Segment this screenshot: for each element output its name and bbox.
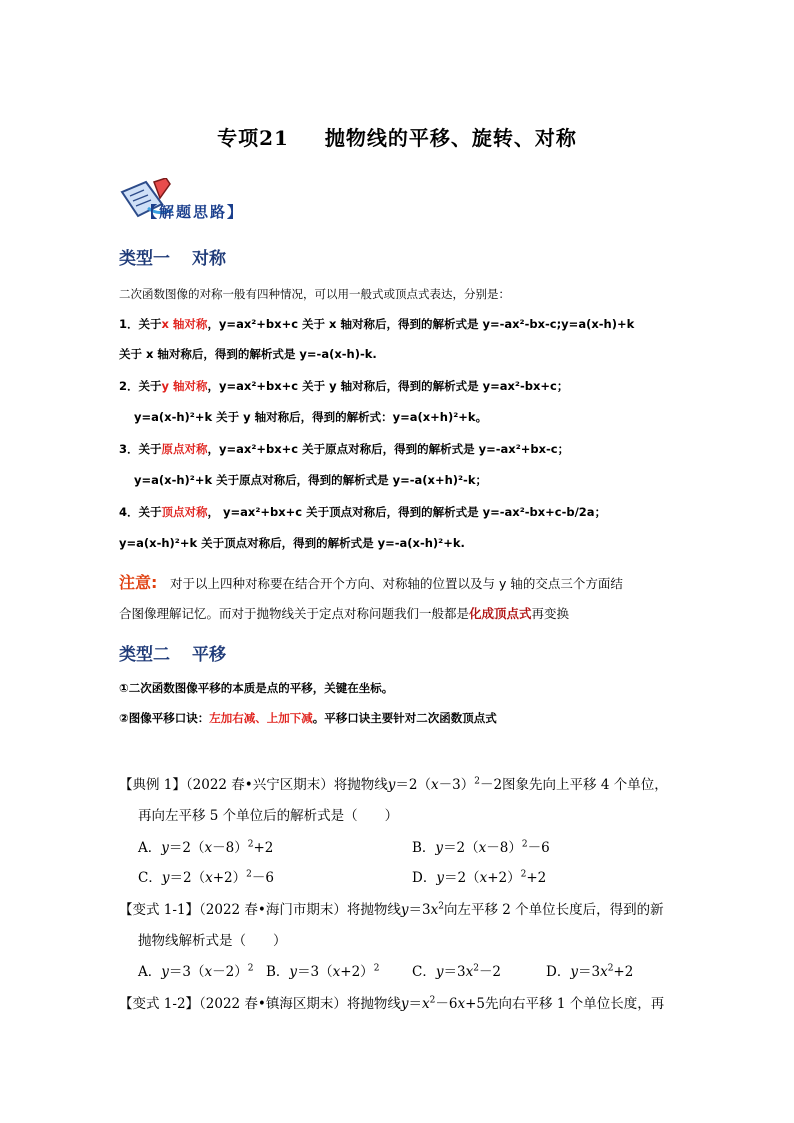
rule-4-highlight: 顶点对称 [161,505,208,519]
rule-2-text: ，y=ax²+bx+c 关于 y 轴对称后，得到的解析式是 y=ax²-bx+c； [207,379,569,393]
translation-point-2-text: 。平移口诀主要针对二次函数顶点式 [312,711,497,725]
variant-stem-tail: 先向右平移 1 个单位长度，再 [485,996,665,1012]
rule-1-highlight: x 轴对称 [161,317,208,331]
section-badge-label: 【解题思路】 [142,203,245,221]
variant-1-1-option-c[interactable]: C．$y=3x^2-2$ [412,963,502,980]
rule-3-text: ，y=ax²+bx+c 关于原点对称后，得到的解析式是 y=-ax²+bx-c； [207,442,570,456]
type1-intro: 二次函数图像的对称一般有四种情况，可以用一般式或顶点式表达，分别是： [119,287,510,301]
variant-1-1-option-a[interactable]: A．$y=3(x-2)^2$ [138,963,254,980]
rule-2-line2: y=a(x-h)²+k 关于 y 轴对称后，得到的解析式：y=a(x+h)²+k。 [134,410,488,424]
translation-mnemonic: 左加右减、上加下减 [209,711,313,725]
rule-3-prefix: 3．关于 [119,442,162,456]
rule-3-highlight: 原点对称 [161,442,208,456]
rule-3 [119,441,569,457]
option-c[interactable]: C．$y=2(x+2)^2-6$ [138,869,274,886]
note-line-2 [119,604,569,622]
variant-tag: 【变式 1-1】 [119,902,200,918]
option-letter: D． [412,870,437,886]
translation-point-1: ①二次函数图像平移的本质是点的平移，关键在坐标。 [119,681,394,695]
rule-1-prefix: 1．关于 [119,317,162,331]
section-heading-topic: 平移 [192,645,226,665]
section-heading-type2 [119,640,226,665]
note-line-2-tail: 再变换 [531,606,570,621]
variant-tag: 【变式 1-2】 [119,996,200,1012]
rule-4 [119,504,606,520]
section-heading-type1 [119,244,226,269]
example-tag: 【典例 1】 [119,777,186,793]
rule-4-text: ， y=ax²+bx+c 关于顶点对称后，得到的解析式是 y=-ax²-bx+c-b/2a； [207,505,607,519]
translation-point-2-prefix: ②图像平移口诀： [119,711,210,725]
rule-2-prefix: 2．关于 [119,379,162,393]
option-d[interactable]: D．$y=2(x+2)^2+2$ [412,869,547,886]
option-b[interactable]: B．$y=2(x-8)^2-6$ [412,839,550,856]
note-line-2-text: 合图像理解记忆。而对于抛物线关于定点对称问题我们一般都是 [119,606,470,621]
option-letter: B． [412,840,436,856]
variant-source: （2022 春•海门市期末）将抛物线 [199,902,401,918]
variant-source: （2022 春•镇海区期末）将抛物线 [199,996,401,1012]
example-1-stem: 【典例 1】（2022 春•兴宁区期末）将抛物线$y=2(x-3)^2-2$图象先向上平移 4 个单位， [119,776,668,793]
variant-1-1-option-b[interactable]: B．$y=3(x+2)^2$ [266,963,380,980]
variant-1-1-stem: 【变式 1-1】（2022 春•海门市期末）将抛物线$y=3x^2$向左平移 2 个单位长度后，得到的新 [119,901,664,918]
note-line-2-highlight: 化成顶点式 [469,606,532,621]
rule-4-prefix: 4．关于 [119,505,162,519]
rule-2 [119,378,568,394]
rule-2-highlight: y 轴对称 [161,379,208,393]
section-heading-topic: 对称 [192,249,226,269]
variant-1-2-stem: 【变式 1-2】（2022 春•镇海区期末）将抛物线$y=x^2-6x+5$先向右平移 1 个单位长度，再 [119,995,665,1012]
example-1-line2: 再向左平移 5 个单位后的解析式是（ ） [138,808,399,824]
rule-4-line2: y=a(x-h)²+k 关于顶点对称后，得到的解析式是 y=-a(x-h)²+k. [119,536,465,550]
variant-1-1-option-d[interactable]: D．$y=3x^2+2$ [546,963,634,980]
option-letter: A． [138,840,162,856]
translation-point-2 [119,710,497,726]
rule-1-line2: 关于 x 轴对称后，得到的解析式是 y=-a(x-h)-k. [119,347,377,361]
note-label: 注意: [119,573,158,592]
example-source: （2022 春•兴宁区期末）将抛物线 [185,777,388,793]
page-title [0,122,794,151]
section-heading-label: 类型二 [119,645,170,665]
section-heading-label: 类型一 [119,249,170,269]
example-stem-tail: 图象先向上平移 4 个单位， [502,777,668,793]
variant-stem-tail: 向左平移 2 个单位长度后，得到的新 [444,902,664,918]
title-text: 抛物线的平移、旋转、对称 [324,126,577,150]
rule-1-text: ，y=ax²+bx+c 关于 x 轴对称后，得到的解析式是 y=-ax²-bx-c;y=a(x-h)+k [207,317,635,331]
variant-1-1-line2: 抛物线解析式是（ ） [138,933,287,949]
note-line-1: 对于以上四种对称要在结合开个方向、对称轴的位置以及与 y 轴的交点三个方面结 [170,576,623,591]
rule-1 [119,316,634,332]
option-a[interactable]: A．$y=2(x-8)^2+2$ [138,839,274,856]
title-number: 专项21 [217,126,289,150]
option-letter: C． [138,870,162,886]
rule-3-line2: y=a(x-h)²+k 关于原点对称后，得到的解析式是 y=-a(x+h)²-k； [134,473,487,487]
